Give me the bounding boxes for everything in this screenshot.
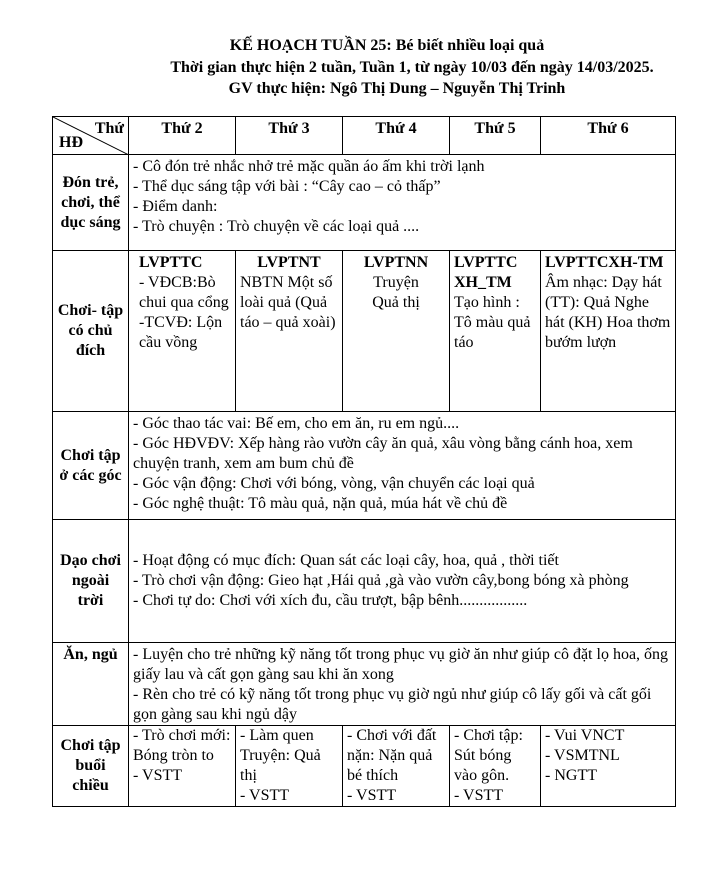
plan-teachers: GV thực hiện: Ngô Thị Dung – Nguyễn Thị Trinh [228,80,566,97]
row-choi-tap [53,251,676,412]
row-don-tre [53,155,676,251]
row-goc [53,412,676,520]
day-header: Thứ 3 [236,117,343,155]
row-label: Chơi tập buổi chiều [53,726,129,807]
row-label: Chơi- tập có chủ đích [53,251,129,412]
row-label: Đón trẻ, chơi, thể dục sáng [53,155,129,251]
day-header: Thứ 4 [343,117,450,155]
list-item: - Hoạt động có mục đích: Quan sát các loại cây, hoa, quả , thời tiết [133,552,559,569]
subject-label: LVPTTCXH-TM [545,254,664,271]
list-item: - Trò chơi vận động: Gieo hạt ,Hái quả ,gà vào vườn cây,bong bóng xà phòng [133,572,629,589]
list-item: - Góc thao tác vai: Bế em, cho em ăn, ru em ngủ.... [133,415,460,432]
day-header: Thứ 2 [129,117,236,155]
activity-text: - Làm quen Truyện: Quả thị [240,727,321,784]
corner-cell [53,117,129,155]
activity-extra: - VSTT [240,787,290,804]
corner-bottom-label: HĐ [59,134,83,151]
day-header: Thứ 5 [450,117,541,155]
subject-label: LVPTNT [257,254,321,271]
activity-text: - VĐCB:Bò chui qua cổng -TCVĐ: Lộn cầu vồng [139,274,229,351]
activity-text: - Vui VNCT [545,727,625,744]
list-item: - Chơi tự do: Chơi với xích đu, cầu trượt, bập bênh................. [133,592,528,609]
activity-extra: - VSTT [454,787,504,804]
list-item: - Trò chuyện : Trò chuyện về các loại quả .... [133,218,420,235]
row-label: Chơi tập ở các góc [53,412,129,520]
activity-cell [343,251,450,412]
afternoon-cell [450,726,541,807]
subject-label: LVPTTC [139,254,203,271]
row-content [129,643,676,726]
list-item: - Điểm danh: [133,198,218,215]
row-content [129,520,676,643]
activity-cell [236,251,343,412]
afternoon-cell [129,726,236,807]
day-header: Thứ 6 [541,117,676,155]
table-header-row [53,117,676,155]
activity-text: Tạo hình : Tô màu quả táo [454,294,531,351]
list-item: - Luyện cho trẻ những kỹ năng tốt trong phục vụ giờ ăn như giúp cô đặt lọ hoa, ống giấy lau và cất gọn gàng sau khi ăn xong [133,646,669,683]
activity-text: - Trò chơi mới: Bóng tròn to [133,727,231,764]
activity-text: NBTN Một số loài quả (Quả táo – quả xoài) [240,274,336,331]
list-item: - Rèn cho trẻ có kỹ năng tốt trong phục vụ giờ ngủ như giúp cô lấy gối và cất gối gọn gàng sau khi ngủ dậy [133,686,652,723]
plan-time: Thời gian thực hiện 2 tuần, Tuần 1, từ ngày 10/03 đến ngày 14/03/2025. [170,59,654,76]
list-item: - Góc nghệ thuật: Tô màu quả, nặn quả, múa hát về chủ đề [133,495,508,512]
row-chieu [53,726,676,807]
list-item: - Thể dục sáng tập với bài : “Cây cao – cỏ thấp” [133,178,441,195]
activity-extra: - VSMTNL [545,747,620,764]
activity-cell [129,251,236,412]
row-label: Ăn, ngủ [53,643,129,726]
activity-extra: - NGTT [545,767,597,784]
list-item: - Góc HĐVĐV: Xếp hàng rào vườn cây ăn quả, xâu vòng bằng cánh hoa, xem chuyện tranh, xem am bum chủ đề [133,435,633,472]
row-content [129,412,676,520]
plan-title: KẾ HOẠCH TUẦN 25: Bé biết nhiều loại quả [229,37,545,54]
afternoon-cell [236,726,343,807]
row-content [129,155,676,251]
activity-text: Truyện Quả thị [372,274,420,311]
activity-cell [450,251,541,412]
activity-extra: - VSTT [133,767,183,784]
row-ngoai-troi [53,520,676,643]
row-label: Dạo chơi ngoài trời [53,520,129,643]
activity-cell [541,251,676,412]
subject-label: LVPTTC XH_TM [454,254,518,291]
activity-text: - Chơi với đất nặn: Nặn quả bé thích [347,727,437,784]
activity-text: - Chơi tập: Sút bóng vào gôn. [454,727,523,784]
list-item: - Cô đón trẻ nhắc nhở trẻ mặc quần áo ấm khi trời lạnh [133,158,485,175]
activity-extra: - VSTT [347,787,397,804]
afternoon-cell [343,726,450,807]
activity-text: Âm nhạc: Dạy hát (TT): Quả Nghe hát (KH) Hoa thơm bướm lượn [545,274,671,351]
list-item: - Góc vận động: Chơi với bóng, vòng, vận chuyển các loại quả [133,475,535,492]
row-an-ngu [53,643,676,726]
corner-top-label: Thứ [94,120,124,137]
afternoon-cell [541,726,676,807]
subject-label: LVPTNN [363,254,429,271]
weekly-plan-table [52,116,676,807]
